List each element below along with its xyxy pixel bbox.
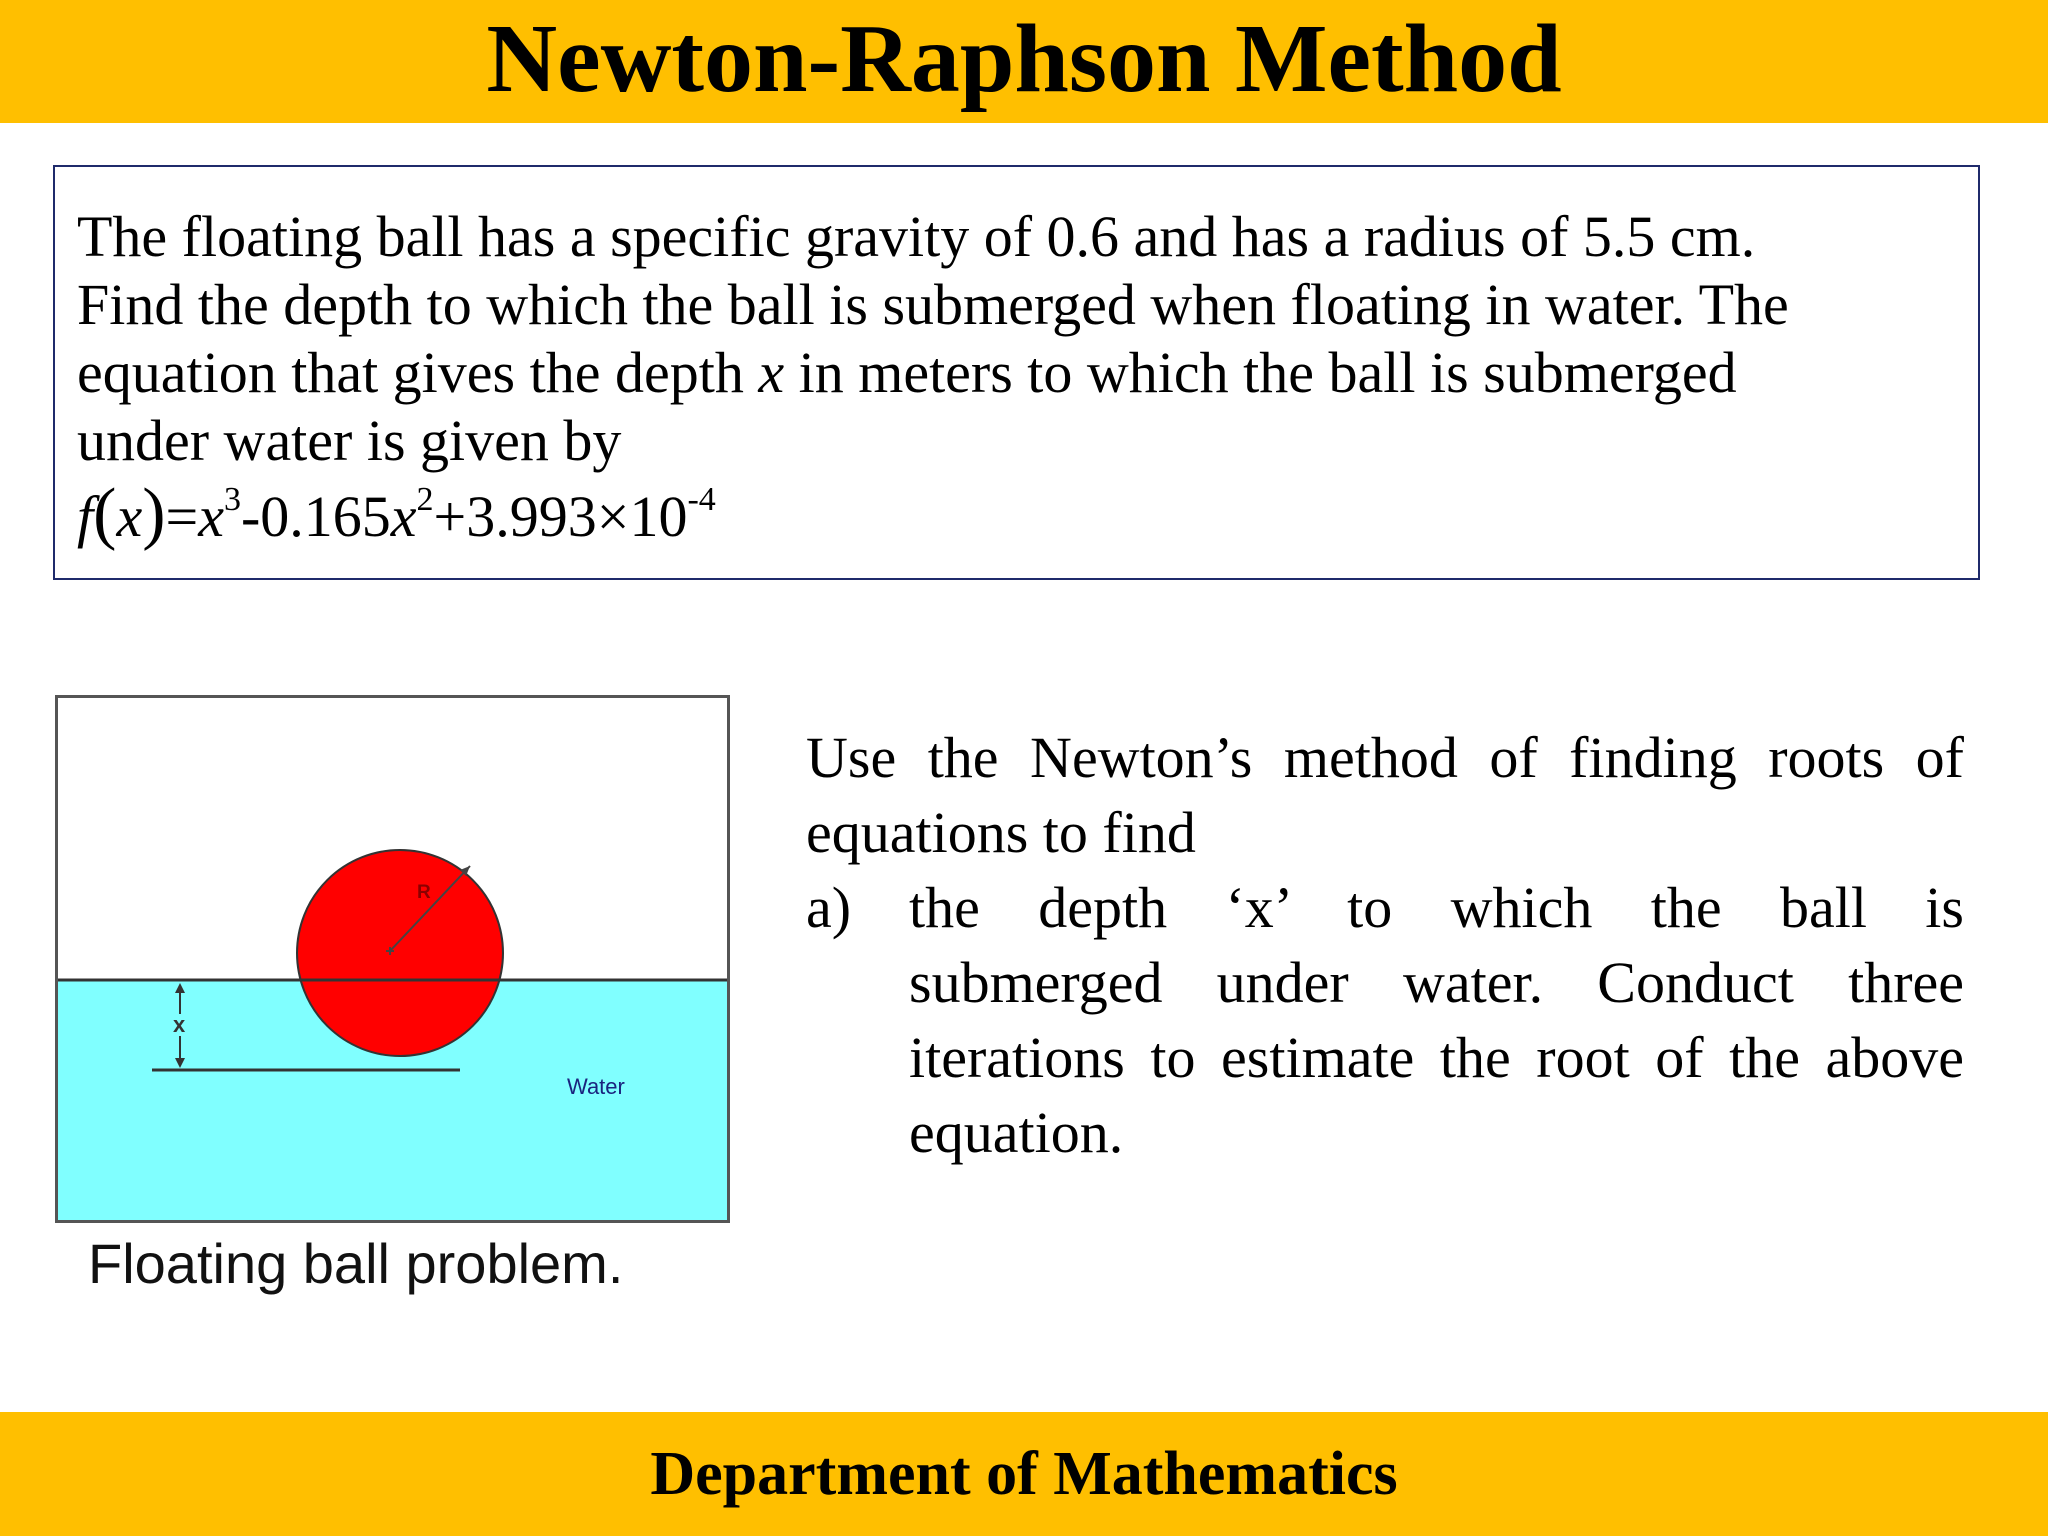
equation-term1-base: x: [198, 484, 224, 549]
footer-banner: [0, 1412, 2048, 1536]
instructions: [806, 720, 1964, 1170]
equation-function-name: f: [77, 484, 94, 549]
problem-line-3-end: in meters to which the ball is submerged: [784, 340, 1737, 405]
page-title: Newton-Raphson Method: [486, 4, 1562, 113]
problem-line-4: under water is given by: [77, 408, 622, 473]
problem-line-3-start: equation that gives the depth: [77, 340, 759, 405]
radius-label: R: [417, 882, 431, 903]
equation-term2-base: x: [390, 484, 417, 549]
equation-term2-exponent: 2: [416, 481, 434, 518]
equation-term1-exponent: 3: [223, 481, 241, 518]
problem-statement-box: [53, 165, 1980, 580]
floating-ball-figure: [55, 695, 730, 1223]
instructions-intro: Use the Newton’s method of finding roots of equations to find: [806, 725, 1964, 865]
problem-text: [77, 203, 1956, 475]
department-name: Department of Mathematics: [650, 1440, 1398, 1508]
floating-ball-diagram: [58, 698, 727, 1220]
equation-argument: x: [116, 484, 143, 549]
item-text: the depth ‘x’ to which the ball is submerged under water. Conduct three iterations to estimate the root of the above equation.: [909, 875, 1964, 1165]
problem-line-1: The floating ball has a specific gravity of 0.6 and has a radius of 5.5 cm.: [77, 204, 1756, 269]
header-banner: [0, 0, 2048, 123]
figure-caption: Floating ball problem.: [88, 1232, 624, 1295]
equation-term3-exponent: -4: [687, 481, 716, 518]
equation-open-paren: (: [93, 475, 117, 552]
item-marker: a): [806, 875, 852, 940]
equation-equals: =: [165, 484, 199, 549]
equation: [77, 475, 1956, 553]
equation-term2-coefficient: -0.165: [240, 484, 391, 549]
problem-line-2: Find the depth to which the ball is submerged when floating in water. The: [77, 272, 1789, 337]
instruction-item-a: [806, 870, 1964, 1170]
depth-label: x: [173, 1012, 186, 1037]
water-label: Water: [567, 1074, 625, 1099]
equation-term3: +3.993×10: [433, 484, 688, 549]
depth-variable: x: [758, 340, 785, 405]
floating-ball: [297, 850, 503, 1056]
equation-close-paren: ): [142, 475, 166, 552]
